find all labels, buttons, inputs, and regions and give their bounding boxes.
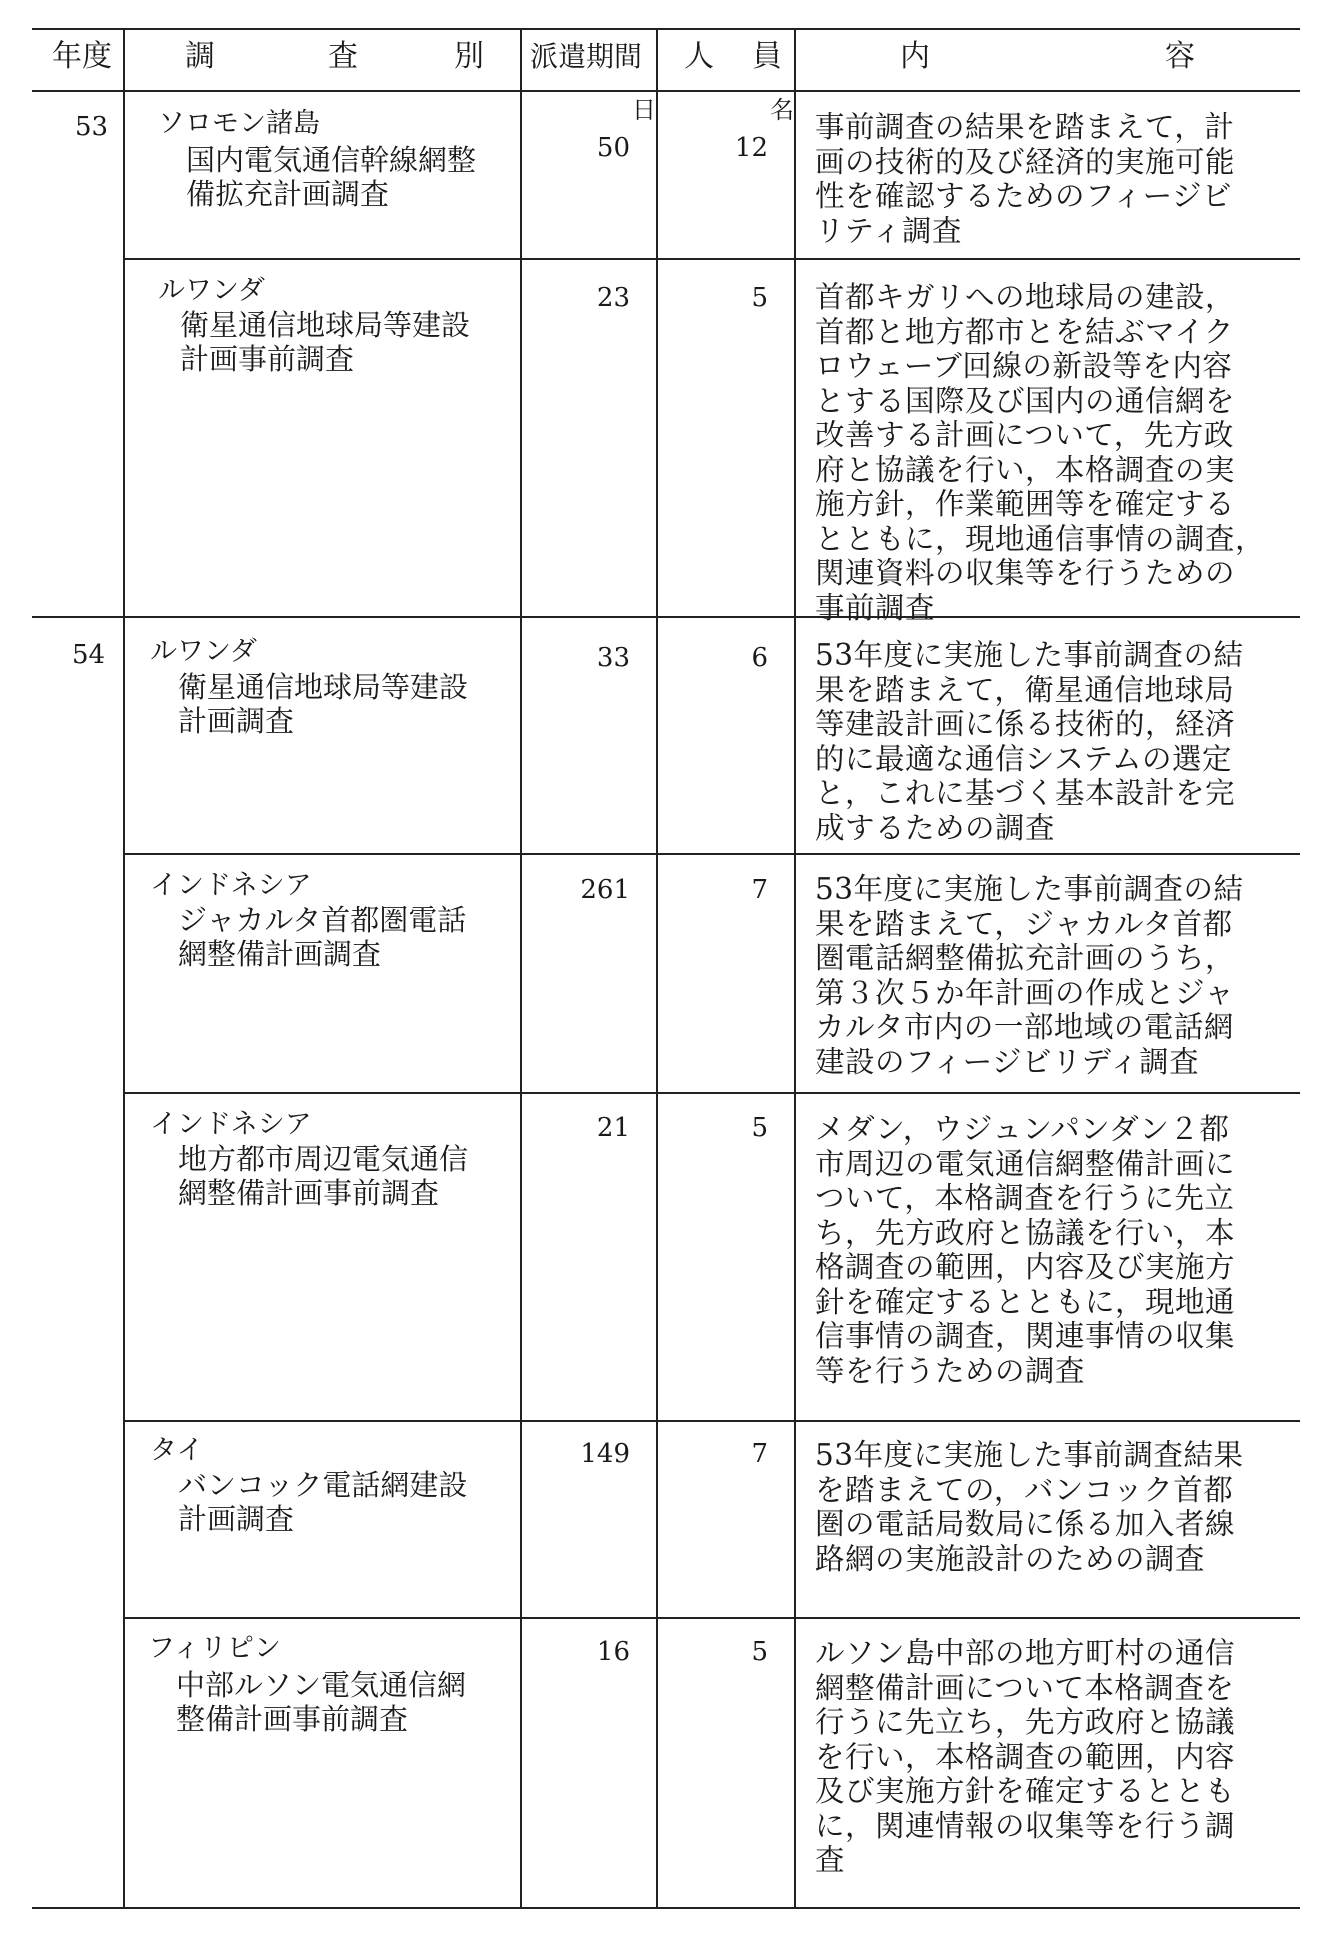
persons-unit: 名 [770, 96, 794, 124]
dispatch-days: 261 [580, 875, 630, 905]
header-period: 派遣期間 [530, 40, 643, 73]
column-rule-year [123, 28, 125, 1907]
survey-content: 53年度に実施した事前調査の結 果を踏まえて，衛星通信地球局 等建設計画に係る技術的，経済 的に最適な通信システムの選定 と，これに基づく基本設計を完 成するための調査 [815, 638, 1244, 845]
staff-count: 5 [751, 1637, 768, 1667]
table-top-rule [32, 28, 1300, 30]
survey-title: ジャカルタ首都圏電話 網整備計画調査 [178, 903, 467, 971]
staff-count: 12 [734, 133, 768, 163]
survey-country: ルワンダ [158, 275, 265, 306]
row-divider [123, 258, 1300, 260]
survey-title: 衛星通信地球局等建設 計画調査 [178, 670, 469, 738]
header-survey-1: 調 [185, 39, 215, 74]
row-divider [123, 853, 1300, 855]
header-content-2: 容 [1165, 39, 1195, 74]
staff-count: 6 [751, 643, 768, 673]
column-rule-survey [520, 28, 522, 1907]
survey-country: ルワンダ [150, 636, 257, 667]
survey-country: インドネシア [150, 870, 312, 901]
survey-country: タイ [150, 1435, 204, 1466]
column-rule-period [656, 28, 658, 1907]
header-staff-1: 人 [684, 39, 714, 74]
survey-title: 地方都市周辺電気通信 網整備計画事前調査 [178, 1142, 469, 1210]
table-bottom-rule [32, 1907, 1300, 1909]
year-label: 53 [75, 112, 109, 142]
header-survey-2: 査 [328, 39, 358, 74]
staff-count: 7 [751, 875, 768, 905]
dispatch-days: 21 [596, 1113, 630, 1143]
dispatch-days: 16 [596, 1637, 630, 1667]
survey-content: メダン，ウジュンパンダン２都 市周辺の電気通信網整備計画に ついて，本格調査を行うに先立 ち，先方政府と協議を行い，本 格調査の範囲，内容及び実施方 針を確定するとともに，現地通 信事情の調査，関連事情の収集 等を行うための調査 [815, 1112, 1236, 1388]
dispatch-days: 33 [596, 643, 630, 673]
header-bottom-rule [32, 90, 1300, 92]
survey-country: ソロモン諸島 [158, 108, 320, 139]
row-divider [123, 1617, 1300, 1619]
dispatch-days: 149 [580, 1439, 630, 1469]
survey-content: ルソン島中部の地方町村の通信 網整備計画について本格調査を 行うに先立ち，先方政府と協議 を行い，本格調査の範囲，内容 及び実施方針を確定するととも に，関連情報の収集等を行う調 査 [815, 1636, 1236, 1877]
header-content-1: 内 [900, 39, 930, 74]
row-divider [123, 1092, 1300, 1094]
header-survey-3: 別 [454, 39, 484, 74]
row-divider [123, 1420, 1300, 1422]
column-rule-staff [794, 28, 796, 1907]
survey-content: 53年度に実施した事前調査の結 果を踏まえて，ジャカルタ首都 圏電話網整備拡充計画のうち， 第３次５か年計画の作成とジャ カルタ市内の一部地域の電話網 建設のフィージビリディ調査 [815, 872, 1244, 1079]
staff-count: 5 [751, 1113, 768, 1143]
header-staff-2: 員 [752, 39, 782, 74]
survey-title: バンコック電話網建設 計画調査 [178, 1468, 468, 1536]
days-unit: 日 [632, 96, 656, 124]
survey-title: 国内電気通信幹線網整 備拡充計画調査 [186, 143, 477, 211]
survey-content: 事前調査の結果を踏まえて，計 画の技術的及び経済的実施可能 性を確認するためのフィージビ リティ調査 [815, 110, 1236, 248]
survey-country: フィリピン [148, 1633, 281, 1664]
staff-count: 7 [751, 1439, 768, 1469]
staff-count: 5 [751, 283, 768, 313]
header-year: 年度 [52, 39, 112, 74]
dispatch-days: 50 [596, 133, 630, 163]
survey-content: 53年度に実施した事前調査結果 を踏まえての，バンコック首都 圏の電話局数局に係る加入者線 路網の実施設計のための調査 [815, 1438, 1244, 1576]
survey-title: 衛星通信地球局等建設 計画事前調査 [180, 308, 471, 376]
dispatch-days: 23 [596, 283, 630, 313]
year-label: 54 [72, 640, 106, 670]
survey-content: 首都キガリへの地球局の建設， 首都と地方都市とを結ぶマイク ロウェーブ回線の新設等を内容 とする国際及び国内の通信網を 改善する計画について，先方政 府と協議を行い，本格調査の実 施方針，作業範囲等を確定する とともに，現地通信事情の調査， 関連資料の収集等を行うための 事前調査 [815, 280, 1266, 625]
survey-title: 中部ルソン電気通信網 整備計画事前調査 [176, 1668, 467, 1736]
survey-country: インドネシア [150, 1109, 312, 1140]
